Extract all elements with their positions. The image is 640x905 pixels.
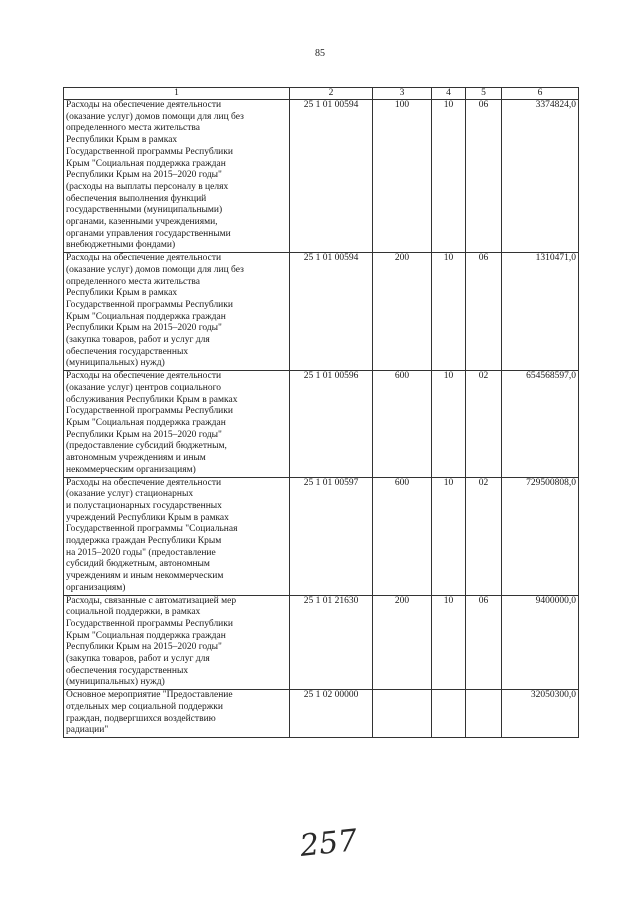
row-code: 25 1 02 00000 bbox=[290, 690, 373, 738]
column-header: 6 bbox=[502, 88, 579, 100]
column-header: 3 bbox=[373, 88, 432, 100]
table-row bbox=[64, 253, 579, 371]
row-section: 10 bbox=[432, 371, 466, 477]
row-expense-type: 600 bbox=[373, 477, 432, 595]
handwritten-page-mark: 257 bbox=[298, 823, 359, 864]
row-expense-type: 600 bbox=[373, 371, 432, 477]
table-row bbox=[64, 371, 579, 477]
table-row bbox=[64, 477, 579, 595]
row-sum: 654568597,0 bbox=[502, 371, 579, 477]
row-description: Расходы, связанные с автоматизацией мер социальной поддержки, в рамках Государственной программы Республики Крым "Социальная поддержка граждан Республики Крым на 2015–2020 годы" (закупка товаров, работ и услуг для обеспечения государственных (муниципальных) нужд) bbox=[64, 595, 290, 690]
column-header: 1 bbox=[64, 88, 290, 100]
row-code: 25 1 01 00596 bbox=[290, 371, 373, 477]
page-number: 85 bbox=[315, 48, 325, 59]
row-section: 10 bbox=[432, 595, 466, 690]
column-header: 4 bbox=[432, 88, 466, 100]
row-sum: 9400000,0 bbox=[502, 595, 579, 690]
row-subsection: 02 bbox=[466, 477, 502, 595]
row-section bbox=[432, 690, 466, 738]
row-section: 10 bbox=[432, 477, 466, 595]
row-sum: 32050300,0 bbox=[502, 690, 579, 738]
row-code: 25 1 01 00594 bbox=[290, 100, 373, 253]
column-header: 2 bbox=[290, 88, 373, 100]
row-description: Основное мероприятие "Предоставление отдельных мер социальной поддержки граждан, подвергшихся воздействию радиации" bbox=[64, 690, 290, 738]
row-description: Расходы на обеспечение деятельности (оказание услуг) домов помощи для лиц без определенного места жительства Республики Крым в рамках Государственной программы Республики Крым "Социальная поддержка граждан Республики Крым на 2015–2020 годы" (закупка товаров, работ и услуг для обеспечения государственных (муниципальных) нужд) bbox=[64, 253, 290, 371]
column-header: 5 bbox=[466, 88, 502, 100]
row-code: 25 1 01 00597 bbox=[290, 477, 373, 595]
row-subsection: 02 bbox=[466, 371, 502, 477]
row-description: Расходы на обеспечение деятельности (оказание услуг) стационарных и полустационарных государственных учреждений Республики Крым в рамках Государственной программы "Социальная поддержка граждан Республики Крым на 2015–2020 годы" (предоставление субсидий бюджетным, автономным учреждениям и иным некоммерческим организациям) bbox=[64, 477, 290, 595]
row-section: 10 bbox=[432, 253, 466, 371]
row-sum: 1310471,0 bbox=[502, 253, 579, 371]
row-subsection: 06 bbox=[466, 100, 502, 253]
row-sum: 3374824,0 bbox=[502, 100, 579, 253]
row-expense-type: 200 bbox=[373, 595, 432, 690]
row-subsection: 06 bbox=[466, 253, 502, 371]
table-row bbox=[64, 690, 579, 738]
row-description: Расходы на обеспечение деятельности (оказание услуг) домов помощи для лиц без определенного места жительства Республики Крым в рамках Государственной программы Республики Крым "Социальная поддержка граждан Республики Крым на 2015–2020 годы" (расходы на выплаты персоналу в целях обеспечения выполнения функций государственными (муниципальными) органами, казенными учреждениями, органами управления государственными внебюджетными фондами) bbox=[64, 100, 290, 253]
table-row bbox=[64, 100, 579, 253]
row-expense-type bbox=[373, 690, 432, 738]
row-code: 25 1 01 00594 bbox=[290, 253, 373, 371]
row-sum: 729500808,0 bbox=[502, 477, 579, 595]
row-expense-type: 100 bbox=[373, 100, 432, 253]
row-subsection bbox=[466, 690, 502, 738]
row-description: Расходы на обеспечение деятельности (оказание услуг) центров социального обслуживания Республики Крым в рамках Государственной программы Республики Крым "Социальная поддержка граждан Республики Крым на 2015–2020 годы" (предоставление субсидий бюджетным, автономным учреждениям и иным некоммерческим организациям) bbox=[64, 371, 290, 477]
table-header-row bbox=[64, 88, 579, 100]
row-expense-type: 200 bbox=[373, 253, 432, 371]
table-row bbox=[64, 595, 579, 690]
row-code: 25 1 01 21630 bbox=[290, 595, 373, 690]
budget-table bbox=[63, 87, 579, 738]
row-section: 10 bbox=[432, 100, 466, 253]
row-subsection: 06 bbox=[466, 595, 502, 690]
